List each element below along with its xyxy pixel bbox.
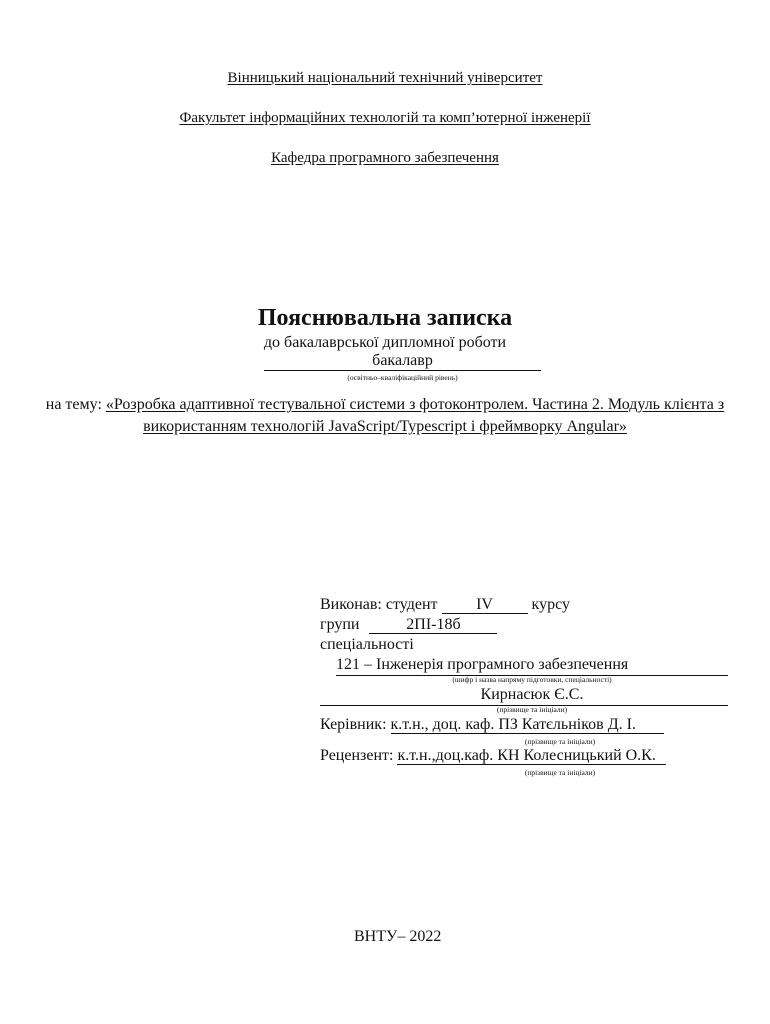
specialty-value: 121 – Інженерія програмного забезпечення [336, 656, 629, 673]
student-name: Кирнасюк Є.С. [480, 686, 584, 703]
document-subtitle: до бакалаврської дипломної роботи [263, 334, 507, 351]
reviewer-label: Рецензент: [320, 747, 394, 764]
thesis-theme [40, 394, 730, 438]
student-course-row [320, 596, 570, 614]
reviewer-caption: (прізвище та ініціали) [524, 768, 596, 777]
student-label: Виконав: студент [320, 596, 438, 613]
faculty-name: Факультет інформаційних технологій та комп’ютерної інженерії [179, 110, 591, 126]
department-name: Кафедра програмного забезпечення [271, 150, 499, 166]
group-label: групи [320, 616, 360, 633]
group-row [320, 616, 497, 634]
document-title: Пояснювальна записка [257, 305, 513, 331]
supervisor-value: к.т.н., доц. каф. ПЗ Катєльніков Д. І. [391, 717, 664, 734]
qualification-level-line [264, 370, 541, 371]
supervisor-label: Керівник: [320, 716, 387, 733]
university-name: Вінницький національний технічний університет [227, 70, 543, 86]
supervisor-caption: (прізвище та ініціали) [524, 737, 596, 746]
student-name-caption: (прізвище та ініціали) [496, 705, 568, 714]
theme-text: «Розробка адаптивної тестувальної системи з фотоконтролем. Частина 2. Модуль клієнта з використанням технологій JavaScript/Typescript і фреймворку Angular» [105, 396, 725, 435]
reviewer-row [320, 747, 666, 765]
supervisor-row [320, 716, 664, 734]
qualification-level: бакалавр [372, 352, 433, 369]
specialty-label: спеціальності [320, 636, 414, 653]
specialty-caption: (шифр і назва напряму підготовки, спеціальності) [452, 675, 612, 684]
course-value: IV [442, 597, 528, 614]
qualification-level-caption: (освітньо–кваліфікаційний рівень) [347, 373, 458, 382]
group-value: 2ПІ-18б [369, 617, 497, 634]
city-year: ВНТУ– 2022 [354, 928, 442, 945]
reviewer-value: к.т.н.,доц.каф. КН Колесницький О.К. [397, 748, 665, 765]
course-label: курсу [531, 596, 570, 613]
theme-prefix: на тему: [45, 396, 102, 413]
